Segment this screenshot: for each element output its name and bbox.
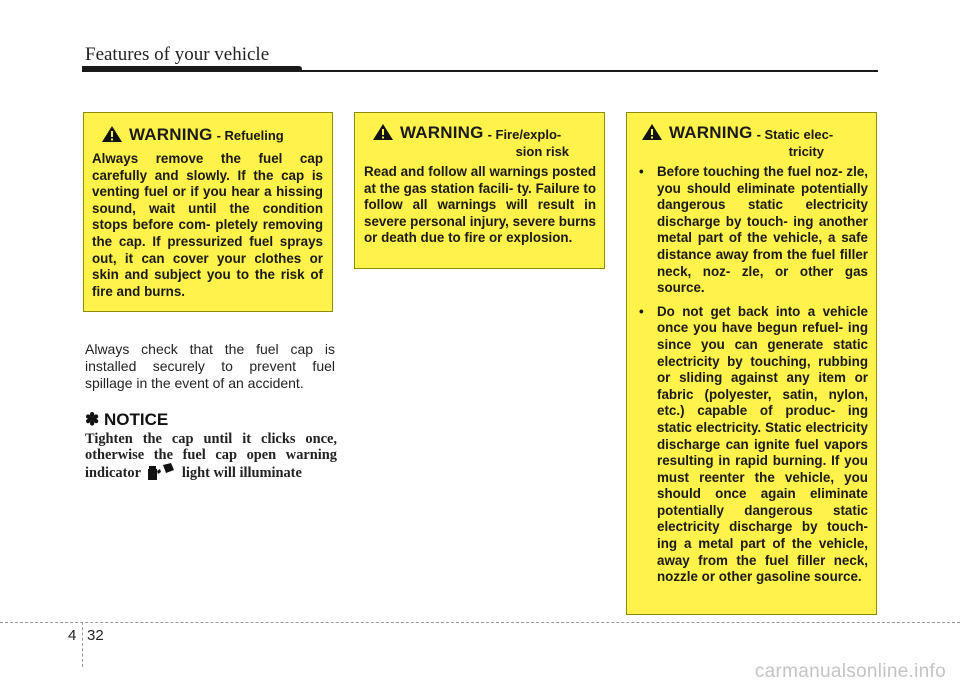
warning-subtitle [757,123,834,160]
warning-label: WARNING [400,123,484,142]
warning-triangle-icon [641,123,663,141]
warning-triangle-icon [372,123,394,141]
warning-subtitle-line1: - Fire/explo- [487,127,562,142]
warning-bullet-list [639,164,868,586]
notice-symbol: ✽ [85,410,100,429]
warning-subtitle [488,123,569,160]
warning-label: WARNING [669,123,753,142]
warning-heading [639,123,868,160]
list-item: • Do not get back into a vehicle once you have begun refuel- ing since you can generate static electricity by touching, rubbing or sliding against any item or fabric (polyester, satin, nylon, etc.) capable of produc- ing static electricity. Static electricity discharge can ignite fuel vapors resulting in rapid burning. If you must reenter the vehicle, you should once again eliminate potentially dangerous static electricity discharge by touch- ing a metal part of the vehicle, away from the fuel filler neck, nozzle or other gasoline source. [639,303,868,585]
warning-label: WARNING [129,125,213,144]
warning-heading [92,125,323,145]
warning-subtitle-line1: - Static elec- [756,127,834,142]
warning-subtitle-line2: tricity [788,144,824,159]
list-item: • Before touching the fuel noz- zle, you should eliminate potentially dangerous static electricity discharge by touch- ing another metal part of the vehicle, a safe distance away from the fuel filler neck, noz- zle, or other gas source. [639,164,868,296]
page-number: 32 [87,627,104,644]
fuel-cap-open-icon [146,463,176,481]
watermark: carmanualsonline.info [754,661,946,682]
warning-body: Always remove the fuel cap carefully and slowly. If the cap is venting fuel or if you hear a hissing sound, wait until the condition stops before com- pletely removing the cap. If pressurized fuel sprays out, it can cover your clothes or skin and subject you to the risk of fire and burns. [92,151,323,299]
page-header-title: Features of your vehicle [85,44,270,65]
warning-box-fire [354,112,605,269]
warning-triangle-icon [101,125,123,143]
warning-heading [364,123,596,160]
footer-divider [0,622,960,623]
body-paragraph: Always check that the fuel cap is installed securely to prevent fuel spillage in the event of an accident. [85,341,335,391]
header-rule-thin [300,70,878,72]
warning-subtitle-line2: sion risk [515,144,570,159]
chapter-number: 4 [68,627,77,644]
warning-box-static [626,112,877,615]
notice-heading [85,410,168,430]
warning-box-refueling [83,112,333,312]
warning-subtitle: - Refueling [216,128,284,143]
notice-text: Tighten the cap until it clicks once, otherwise the fuel cap open warning indicator light will illuminate [85,431,337,481]
notice-title: NOTICE [103,410,169,429]
header-rule-thick [82,66,302,72]
footer-vertical-divider [82,622,83,667]
warning-body: Read and follow all warnings posted at the gas station facili- ty. Failure to follow all warnings will result in severe personal injury, severe burns or death due to fire or explosion. [364,164,596,246]
